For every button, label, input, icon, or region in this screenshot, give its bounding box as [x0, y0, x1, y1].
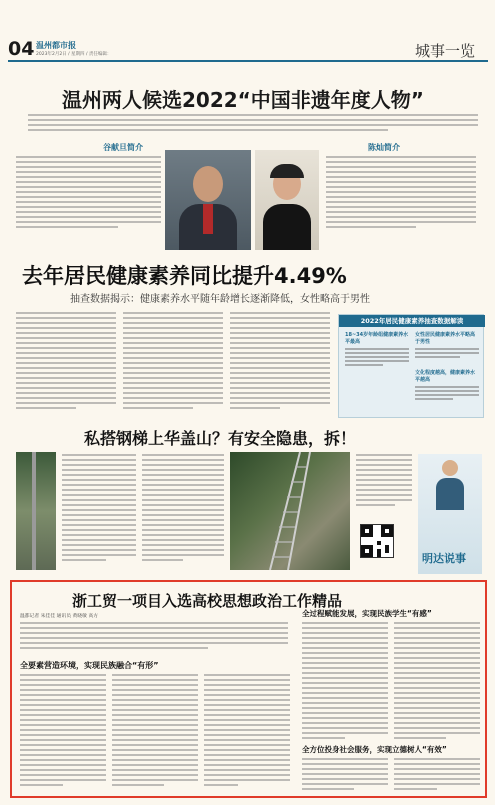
section-title: 城事一览	[415, 42, 476, 60]
article-health-literacy	[8, 258, 488, 428]
article-steel-ladder	[8, 418, 488, 578]
page-number: 04	[8, 38, 35, 60]
date-line: 2023年2月2日 / 星期四 / 责任编辑：	[36, 52, 112, 57]
article4-col6	[302, 758, 388, 793]
article3-col2	[142, 454, 224, 564]
ladder-photo-1	[16, 452, 56, 570]
article3-col3	[356, 454, 412, 509]
article4-sub2: 全过程赋能发展，实现民族学生“有感”	[302, 609, 432, 618]
person1-column-text	[16, 156, 161, 231]
article4-byline: 温都记者 朱佳佳 通讯员 黄晓敏 高方	[20, 614, 99, 619]
article3-col1	[62, 454, 136, 564]
article4-sub1: 全要素营造环境，实现民族融合“有形”	[20, 661, 159, 670]
qr-code-icon	[361, 525, 393, 557]
article1-lead	[28, 114, 478, 134]
article4-col7	[394, 758, 480, 793]
person1-photo	[165, 150, 251, 250]
article1-title: 温州两人候选2022“中国非遗年度人物”	[62, 88, 424, 112]
health-data-box	[338, 314, 484, 418]
box-item-3	[415, 369, 479, 402]
box-item-2-label: 女性居民健康素养水平略高于男性	[415, 332, 476, 345]
box-item-1	[345, 331, 409, 368]
health-data-box-title: 2022年居民健康素养抽查数据解读	[339, 315, 485, 327]
box-item-1-label: 18~34岁年龄组健康素养水平最高	[345, 332, 409, 345]
ladder-photo-2	[230, 452, 350, 570]
ladder-drawing	[230, 452, 350, 570]
qr-code[interactable]	[360, 524, 394, 558]
person2-column-text	[326, 156, 476, 231]
box-item-3-label: 文化程度越高，健康素养水平越高	[415, 370, 476, 383]
box-item-2	[415, 331, 479, 360]
article4-sub3: 全方位投身社会服务，实现立德树人“有效”	[302, 745, 447, 754]
page-header	[0, 0, 495, 62]
person2-tag: 陈灿简介	[368, 143, 400, 152]
article4-col2	[112, 674, 198, 789]
article-politics-education	[10, 580, 487, 798]
edition-name: 温州都市报	[36, 41, 76, 50]
article4-lead	[20, 622, 288, 652]
article4-col5	[394, 622, 480, 742]
article2-title: 去年居民健康素养同比提升4.49%	[22, 264, 347, 288]
article-intangible-heritage	[8, 62, 488, 262]
article4-col3	[204, 674, 290, 789]
person1-tag: 谷献旦简介	[103, 143, 143, 152]
article4-title: 浙工贸一项目入选高校思想政治工作精品	[72, 592, 343, 610]
article2-col1	[16, 312, 116, 412]
article2-col2	[123, 312, 223, 412]
comment-stamp	[418, 454, 482, 574]
article4-col1	[20, 674, 106, 789]
article2-col3	[230, 312, 330, 412]
person2-photo	[255, 150, 319, 250]
article2-subtitle: 抽查数据揭示：健康素养水平随年龄增长逐渐降低，女性略高于男性	[70, 294, 370, 305]
stamp-label: 明达说事	[422, 552, 466, 565]
article4-col4	[302, 622, 388, 742]
article3-title: 私搭钢梯上华盖山？有安全隐患，拆！	[84, 429, 357, 448]
commentator-figure	[432, 460, 468, 510]
